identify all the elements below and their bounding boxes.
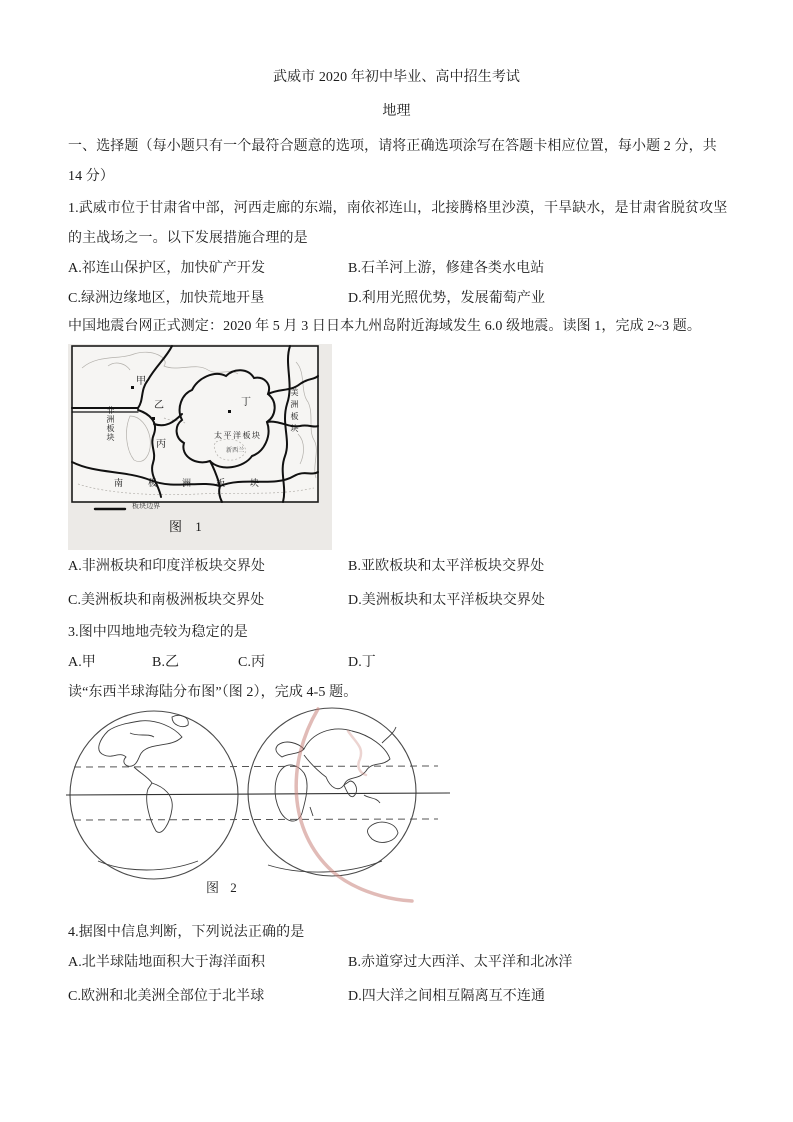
fig1-label-bing: 丙 <box>156 439 167 450</box>
q4-stem: 4.据图中信息判断，下列说法正确的是 <box>68 925 305 940</box>
q4-option-a: A.北半球陆地面积大于海洋面积 <box>68 955 266 970</box>
q2-option-c: C.美洲板块和南极洲板块交界处 <box>68 593 265 608</box>
fig1-caption: 图 1 <box>169 519 207 534</box>
fig1-marker-ding <box>228 410 231 413</box>
q3-option-a: A.甲 <box>68 655 96 670</box>
q3-option-c: C.丙 <box>238 655 266 670</box>
q1-option-a: A.祁连山保护区，加快矿产开发 <box>68 261 266 276</box>
fig1-legend-plate-boundary: 板块边界 <box>132 502 161 510</box>
q4-intro: 读“东西半球海陆分布图”（图 2），完成 4-5 题。 <box>68 685 358 700</box>
subject-title: 地理 <box>382 104 411 119</box>
fig1-label-pacific-plate: 太平洋板块 <box>214 431 262 440</box>
q3-option-d: D.丁 <box>348 655 376 670</box>
fig1-label-ding: 丁 <box>241 397 252 408</box>
hemispheres-drawing <box>60 703 460 913</box>
fig1-label-america-plate: 美洲板块 <box>290 388 299 436</box>
q1-option-c: C.绿洲边缘地区，加快荒地开垦 <box>68 291 265 306</box>
q3-option-b: B.乙 <box>152 655 180 670</box>
section-header-line2: 14 分） <box>68 169 114 184</box>
figure-1-plate-map <box>68 344 332 550</box>
q1-option-b: B.石羊河上游，修建各类水电站 <box>348 261 545 276</box>
section-header-line1: 一、选择题（每小题只有一个最符合题意的选项，请将正确选项涂写在答题卡相应位置，每小题 2 分，共 <box>68 139 717 154</box>
fig1-label-new-zealand: 新西兰 <box>226 448 245 454</box>
figure-2-hemispheres-map <box>60 703 460 913</box>
fig1-marker-jia <box>131 386 134 389</box>
fig1-label-jia: 甲 <box>136 376 147 387</box>
fig1-marker-yi <box>152 417 155 420</box>
fig2-caption: 图 2 <box>206 880 241 895</box>
equator-line <box>66 793 450 795</box>
q2-option-a: A.非洲板块和印度洋板块交界处 <box>68 559 266 574</box>
page-title: 武威市 2020 年初中毕业、高中招生考试 <box>272 70 521 85</box>
q3-stem: 3.图中四地地壳较为稳定的是 <box>68 625 248 640</box>
q2-intro: 中国地震台网正式测定：2020 年 5 月 3 日日本九州岛附近海域发生 6.0 级地震。读图 1，完成 2~3 题。 <box>68 319 701 334</box>
q4-option-b: B.赤道穿过大西洋、太平洋和北冰洋 <box>348 955 573 970</box>
tropic-of-capricorn-line <box>74 819 438 820</box>
q4-option-d: D.四大洋之间相互隔离互不连通 <box>348 989 546 1004</box>
eastern-hemisphere-circle <box>248 708 416 876</box>
fig1-label-yi: 乙 <box>154 400 165 411</box>
fig1-label-antarctic-plate: 南极洲板块 <box>114 478 285 488</box>
q2-option-b: B.亚欧板块和太平洋板块交界处 <box>348 559 545 574</box>
q1-stem-line2: 的主战场之一。以下发展措施合理的是 <box>68 231 308 246</box>
q4-option-c: C.欧洲和北美洲全部位于北半球 <box>68 989 265 1004</box>
q1-option-d: D.利用光照优势，发展葡萄产业 <box>348 291 546 306</box>
q1-stem-line1: 1.武威市位于甘肃省中部，河西走廊的东端，南依祁连山，北接腾格里沙漠，干旱缺水，是甘肃省脱贫攻坚 <box>68 201 728 216</box>
q2-option-d: D.美洲板块和太平洋板块交界处 <box>348 593 546 608</box>
fig1-label-africa-plate: 非洲板块 <box>106 406 115 442</box>
